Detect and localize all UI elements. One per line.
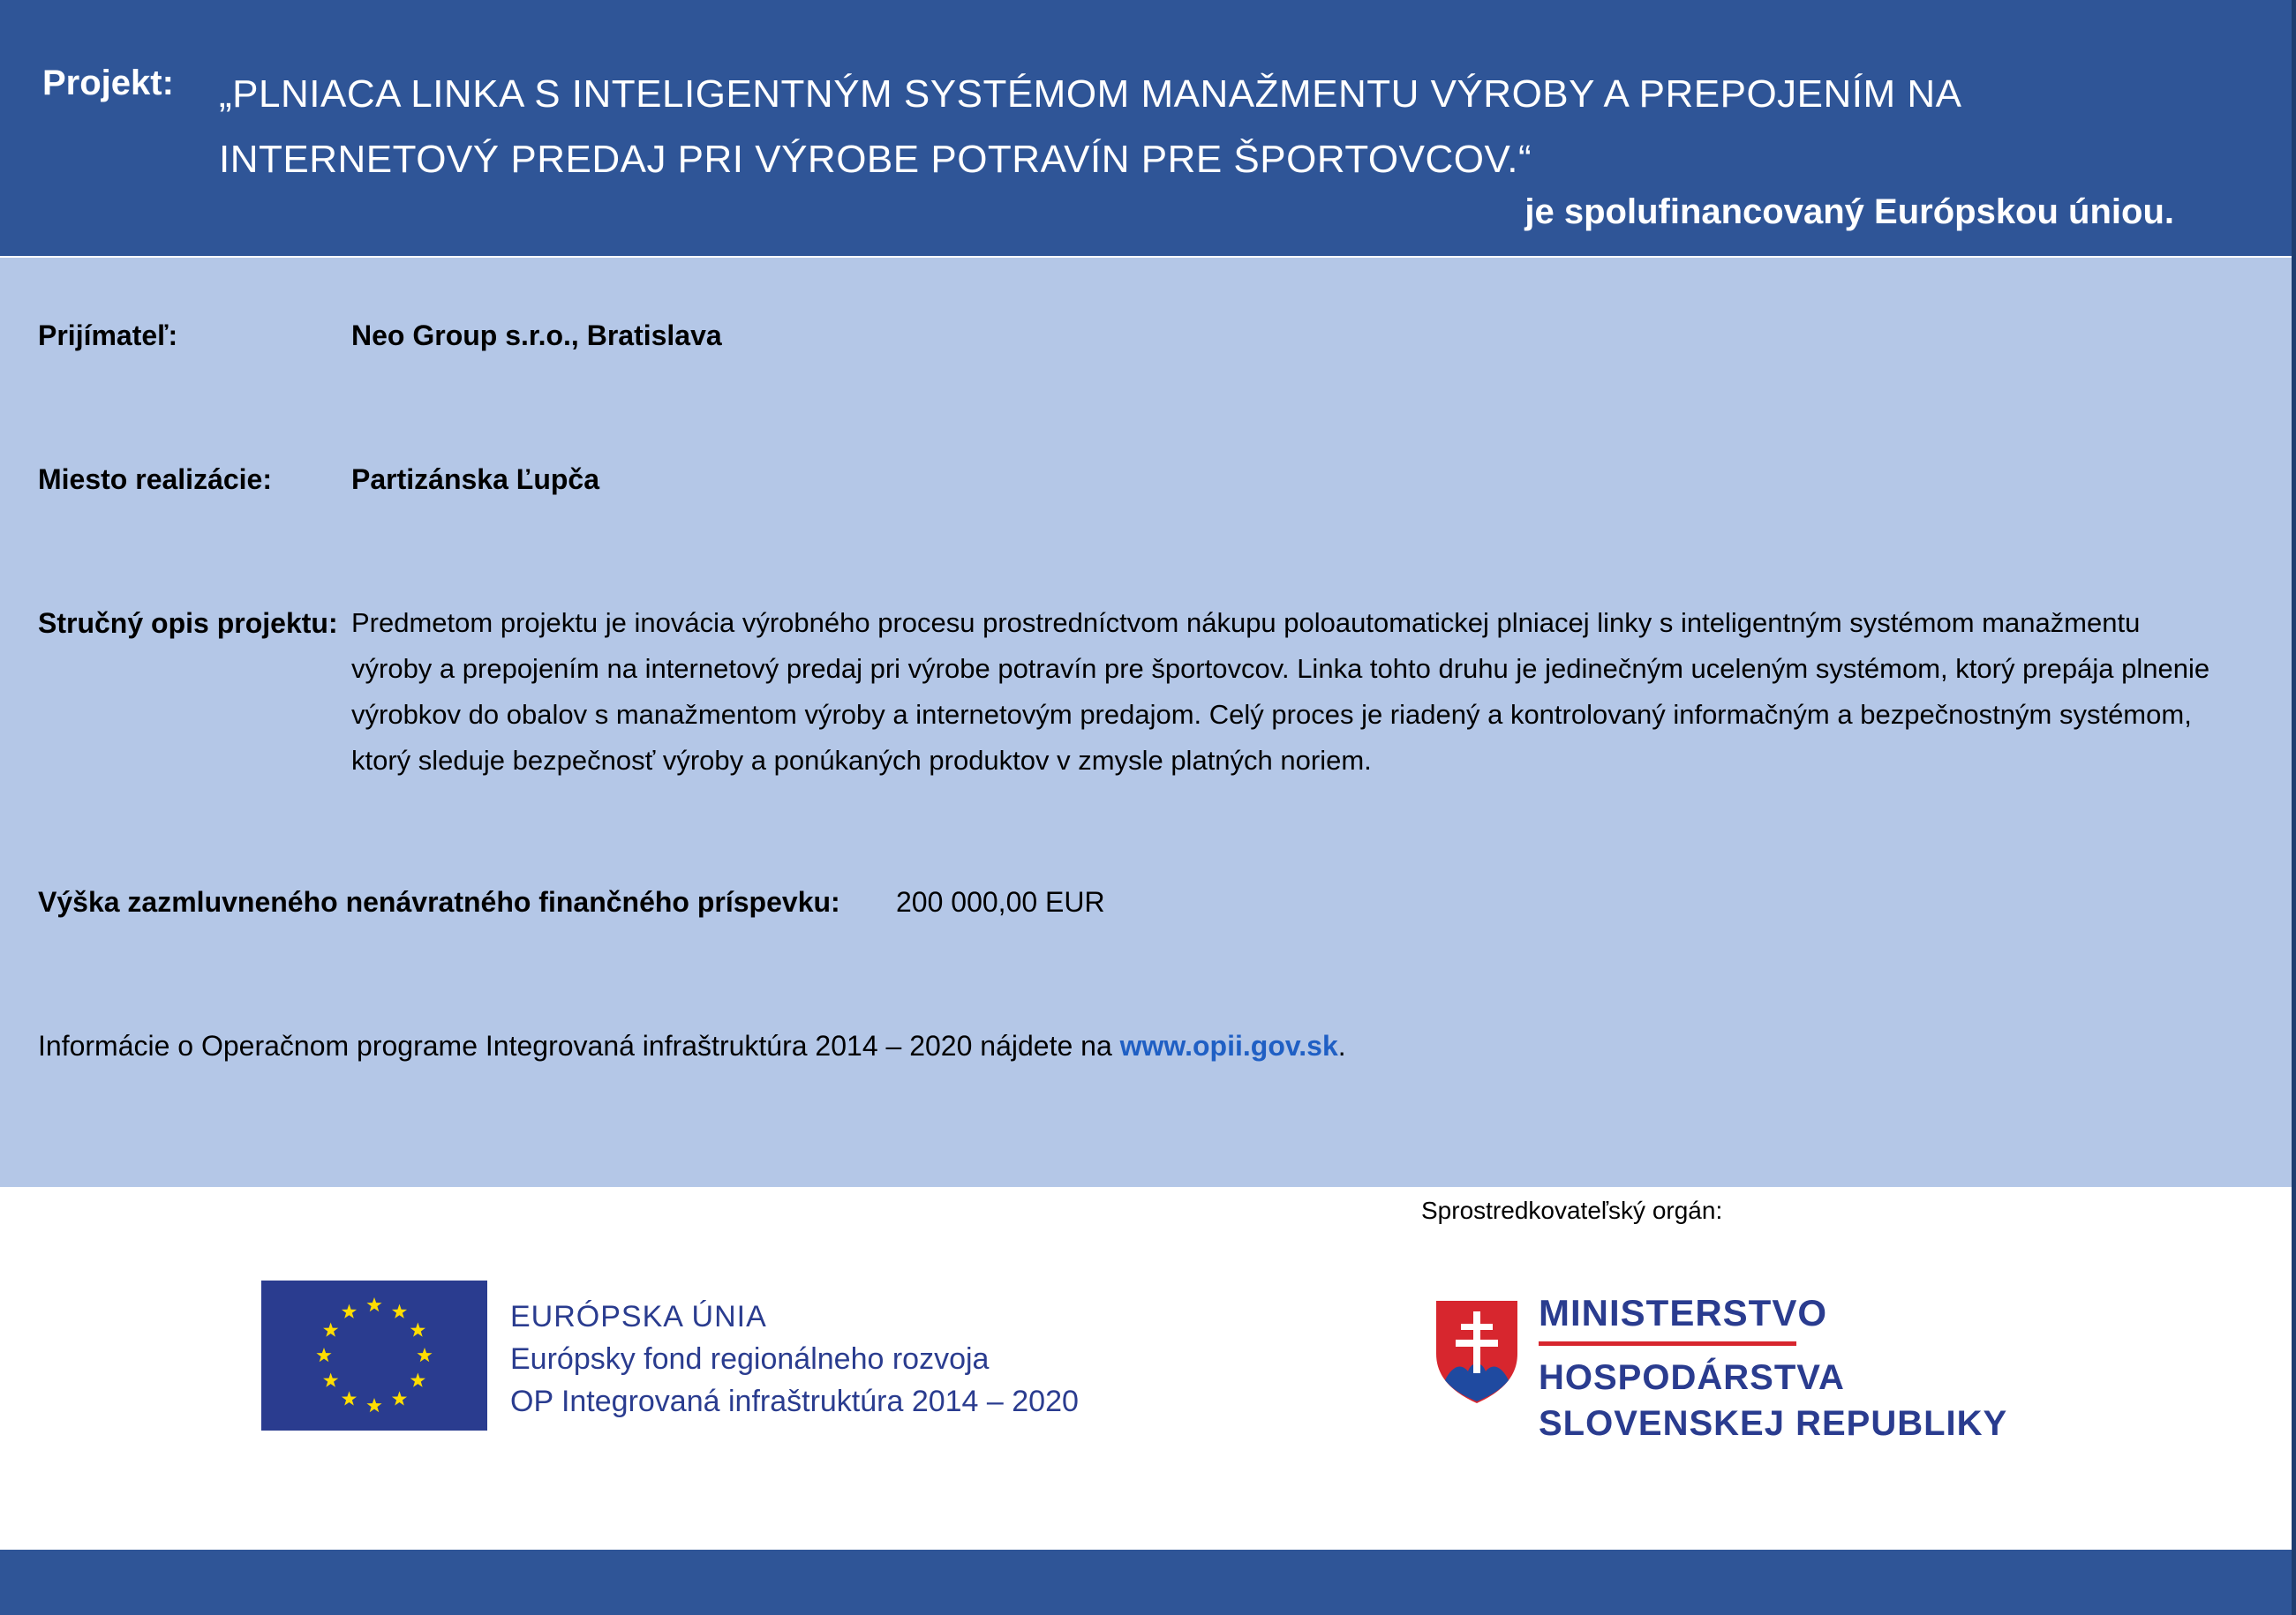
- opii-link[interactable]: www.opii.gov.sk: [1119, 1030, 1338, 1062]
- project-title-line-1: „PLNIACA LINKA S INTELIGENTNÝM SYSTÉMOM MANAŽMENTU VÝROBY A PREPOJENÍM NA: [219, 72, 1962, 116]
- ministry-divider: [1539, 1341, 1796, 1346]
- location-value: Partizánska Ľupča: [351, 463, 599, 495]
- eu-fund: Európsky fond regionálneho rozvoja: [510, 1342, 990, 1376]
- info-line: [38, 1030, 1346, 1063]
- project-label: Projekt:: [42, 64, 174, 102]
- ministry-line-3: SLOVENSKEJ REPUBLIKY: [1539, 1404, 2008, 1443]
- project-title: [219, 62, 2205, 192]
- intermediary-label: Sprostredkovateľský orgán:: [1421, 1197, 1723, 1224]
- right-border: [2292, 0, 2296, 1615]
- eu-title: EURÓPSKA ÚNIA: [510, 1300, 767, 1333]
- slovak-coat-of-arms-icon: [1434, 1299, 1519, 1405]
- description-text: Predmetom projektu je inovácia výrobného procesu prostredníctvom nákupu poloautomatickej plniacej linky s inteligentným systémom manažmentu výroby a prepojením na internetový predaj pri výrobe potravín pre športovcov. Linka tohto druhu je jedinečným uceleným systémom, ktorý prepája plnenie výrobkov do obalov s manažmentom výroby a internetovým predajom. Celý proces je riadený a kontrolovaný informačným a bezpečnostným systémom, ktorý sleduje bezpečnosť výroby a ponúkaných produktov v zmysle platných noriem.: [351, 607, 2210, 776]
- info-end: .: [1337, 1030, 1346, 1062]
- eu-logo-text: [510, 1296, 1079, 1423]
- ministry-logo-text: [1539, 1290, 2007, 1446]
- info-text: Informácie o Operačnom programe Integrovaná infraštruktúra 2014 – 2020 nájdete na: [38, 1030, 1120, 1062]
- ministry-line-1: MINISTERSTVO: [1539, 1292, 1828, 1333]
- footer-strip: [0, 1550, 2296, 1615]
- amount-value: 200 000,00 EUR: [896, 886, 1105, 918]
- eu-flag-icon: [261, 1281, 487, 1431]
- recipient-value: Neo Group s.r.o., Bratislava: [351, 319, 722, 351]
- cofinanced-statement: je spolufinancovaný Európskou úniou.: [1524, 192, 2174, 231]
- eu-program: OP Integrovaná infraštruktúra 2014 – 2020: [510, 1385, 1079, 1418]
- location-label: Miesto realizácie:: [38, 463, 272, 495]
- ministry-line-2: HOSPODÁRSTVA: [1539, 1358, 1845, 1397]
- header-banner: [0, 0, 2296, 256]
- recipient-label: Prijímateľ:: [38, 319, 178, 351]
- amount-label: Výška zazmluvneného nenávratného finančného príspevku:: [38, 886, 840, 918]
- description-label: Stručný opis projektu:: [38, 607, 338, 639]
- project-title-line-2: INTERNETOVÝ PREDAJ PRI VÝROBE POTRAVÍN PRE ŠPORTOVCOV.“: [219, 138, 1532, 181]
